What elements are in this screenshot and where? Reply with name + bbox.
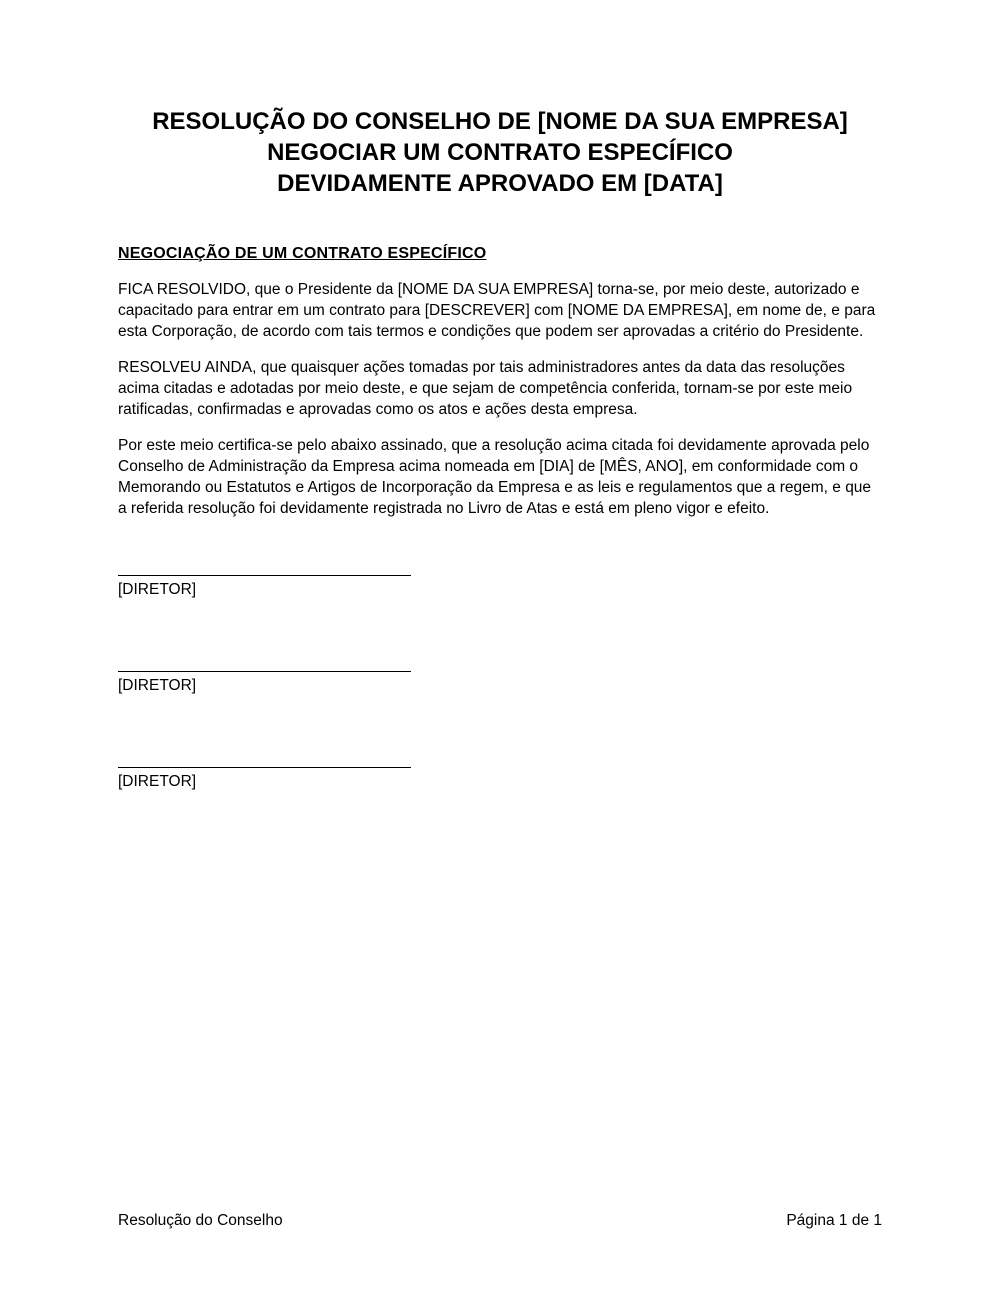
page-footer: [0, 1210, 1000, 1231]
paragraph-resolved: FICA RESOLVIDO, que o Presidente da [NOME DA SUA EMPRESA] torna-se, por meio deste, autorizado e capacitado para entrar em um contrato para [DESCREVER] com [NOME DA EMPRESA], em nome de, e para esta Corporação, de acordo com tais termos e condições que podem ser aprovadas a critério do Presidente.: [118, 281, 876, 340]
signature-line: [118, 767, 411, 768]
signature-block-2: [118, 671, 882, 696]
signature-block-1: [118, 575, 882, 600]
signature-label: [DIRETOR]: [118, 677, 197, 694]
signature-block-3: [118, 767, 882, 792]
footer-page-number: Página 1 de 1: [786, 1212, 882, 1229]
signature-label: [DIRETOR]: [118, 581, 197, 598]
footer-document-name: Resolução do Conselho: [118, 1212, 283, 1229]
signature-label: [DIRETOR]: [118, 773, 197, 790]
paragraph-further-resolved: RESOLVEU AINDA, que quaisquer ações tomadas por tais administradores antes da data das resoluções acima citadas e adotadas por meio deste, e que sejam de competência conferida, tornam-se por este meio ratificadas, confirmadas e aprovadas como os atos e ações desta empresa.: [118, 359, 853, 418]
title-line-2: NEGOCIAR UM CONTRATO ESPECÍFICO: [267, 139, 733, 166]
title-line-1: RESOLUÇÃO DO CONSELHO DE [NOME DA SUA EMPRESA]: [152, 108, 848, 135]
title-line-3: DEVIDAMENTE APROVADO EM [DATA]: [277, 170, 723, 197]
paragraph-certification: Por este meio certifica-se pelo abaixo assinado, que a resolução acima citada foi devidamente aprovada pelo Conselho de Administração da Empresa acima nomeada em [DIA] de [MÊS, ANO], em conformidade com o Memorando ou Estatutos e Artigos de Incorporação da Empresa e as leis e regulamentos que a regem, e que a referida resolução foi devidamente registrada no Livro de Atas e está em pleno vigor e efeito.: [118, 437, 872, 517]
section-heading: NEGOCIAÇÃO DE UM CONTRATO ESPECÍFICO: [118, 245, 487, 262]
page-title: [118, 0, 882, 199]
signature-line: [118, 575, 411, 576]
signature-line: [118, 671, 411, 672]
